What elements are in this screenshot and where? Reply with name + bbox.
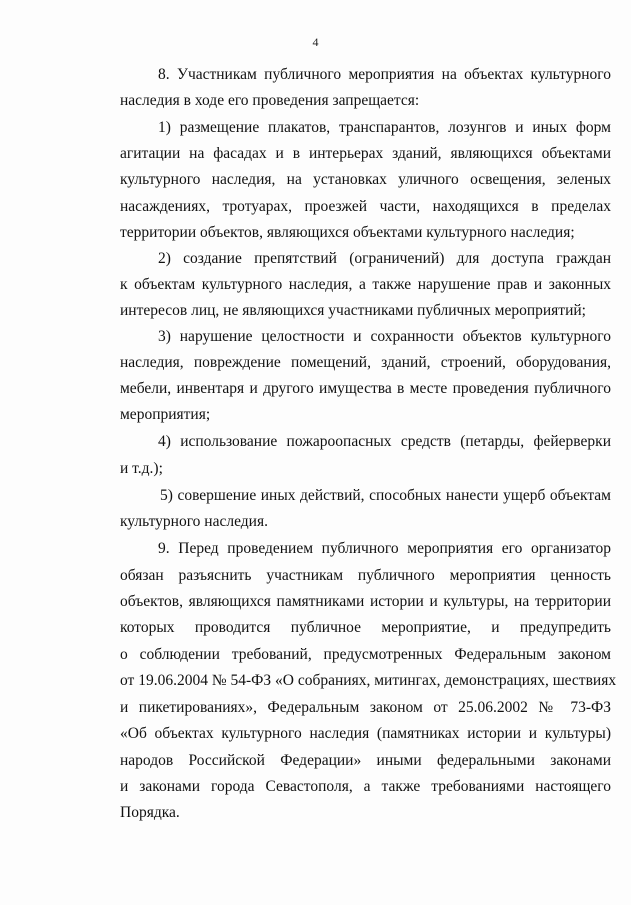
- text-line: мероприятия;: [120, 406, 211, 423]
- page-number: 4: [312, 35, 319, 49]
- text-line: Порядка.: [120, 804, 180, 821]
- text-line: к объектам культурного наследия, а также нарушение прав и законных: [120, 276, 611, 293]
- text-line: о соблюдении требований, предусмотренных Федеральным законом: [120, 646, 611, 663]
- text-line: «Об объектах культурного наследия (памятниках истории и культуры): [120, 725, 611, 742]
- text-line: 8. Участникам публичного мероприятия на объектах культурного: [158, 66, 611, 83]
- text-line: агитации на фасадах и в интерьерах зданий, являющихся объектами: [120, 145, 611, 162]
- text-line: от 19.06.2004 № 54-ФЗ «О собраниях, митингах, демонстрациях, шествиях: [120, 672, 617, 689]
- text-line: культурного наследия, на установках уличного освещения, зеленых: [120, 171, 611, 188]
- text-line: 3) нарушение целостности и сохранности объектов культурного: [158, 328, 611, 345]
- text-line: мебели, инвентаря и другого имущества в месте проведения публичного: [120, 380, 611, 397]
- text-line: 5) совершение иных действий, способных нанести ущерб объектам: [160, 487, 611, 504]
- text-line: которых проводится публичное мероприятие, и предупредить: [120, 619, 611, 636]
- text-line: 1) размещение плакатов, транспарантов, лозунгов и иных форм: [158, 119, 611, 136]
- text-line: насаждениях, тротуарах, проезжей части, находящихся в пределах: [120, 198, 611, 215]
- text-line: 4) использование пожароопасных средств (петарды, фейерверки: [158, 433, 611, 450]
- text-line: и пикетированиях», Федеральным законом от 25.06.2002 № 73-ФЗ: [120, 699, 611, 716]
- text-line: народов Российской Федерации» иными федеральными законами: [120, 752, 611, 769]
- text-line: и законами города Севастополя, а также требованиями настоящего: [120, 778, 611, 795]
- text-line: и т.д.);: [120, 460, 163, 477]
- text-line: 2) создание препятствий (ограничений) для доступа граждан: [158, 250, 611, 267]
- text-line: интересов лиц, не являющихся участниками публичных мероприятий;: [120, 302, 586, 319]
- text-line: 9. Перед проведением публичного мероприятия его организатор: [158, 540, 611, 557]
- text-line: наследия в ходе его проведения запрещается:: [120, 92, 420, 109]
- text-line: культурного наследия.: [120, 513, 268, 530]
- text-line: наследия, повреждение помещений, зданий, строений, оборудования,: [120, 354, 611, 371]
- text-line: территории объектов, являющихся объектами культурного наследия;: [120, 224, 575, 241]
- text-line: объектов, являющихся памятниками истории и культуры, на территории: [120, 593, 611, 610]
- text-line: обязан разъяснить участникам публичного мероприятия ценность: [120, 567, 611, 584]
